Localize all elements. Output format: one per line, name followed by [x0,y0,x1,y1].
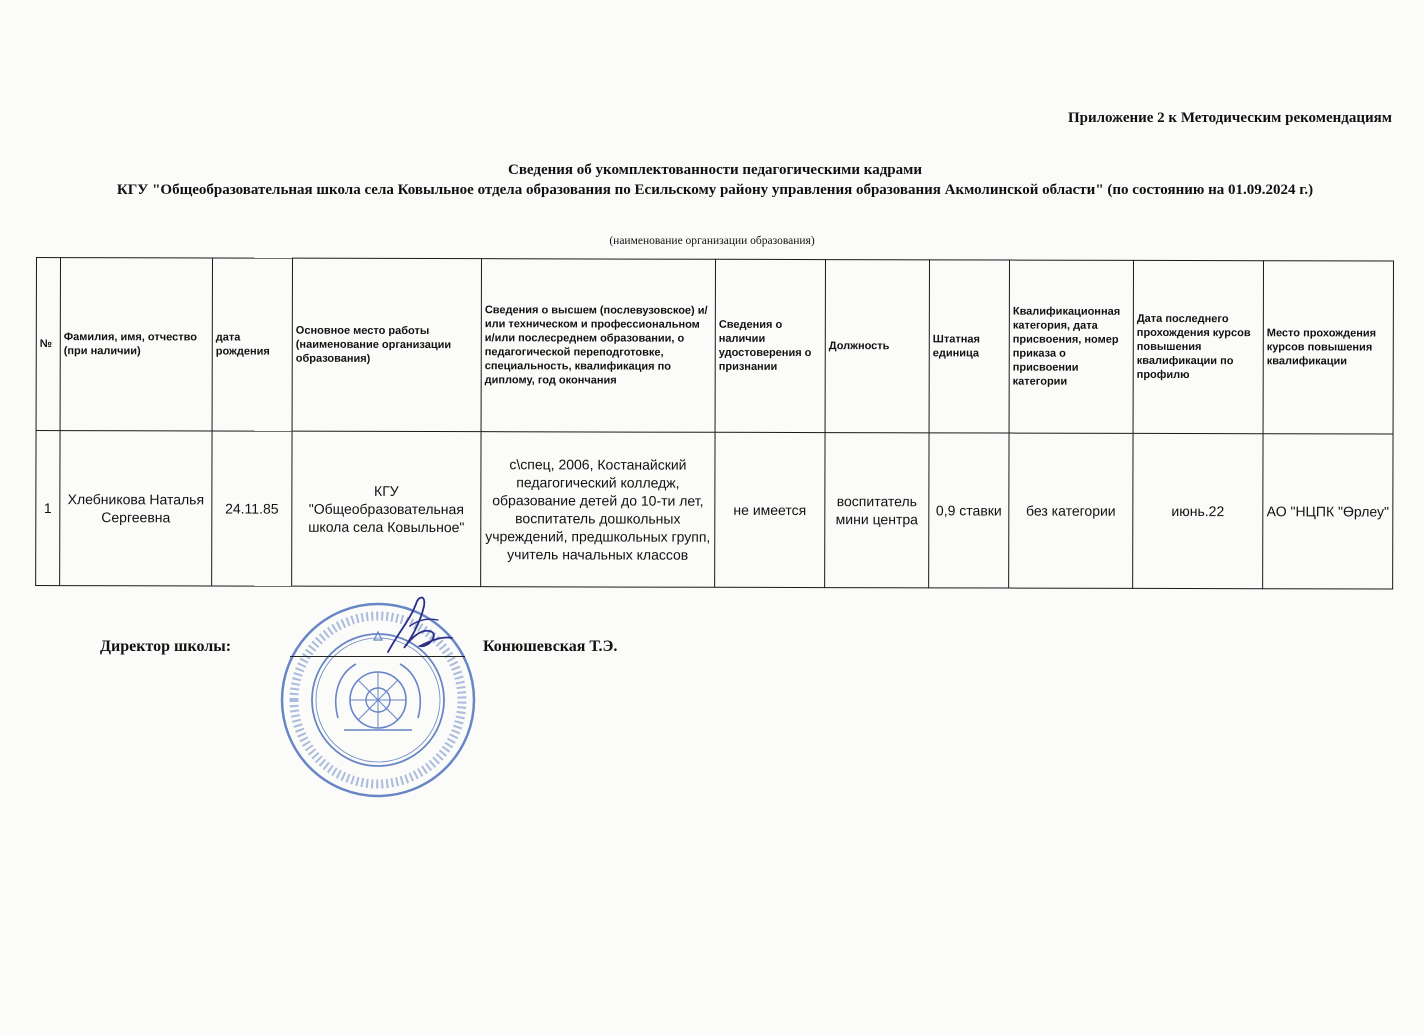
cell-num: 1 [36,431,60,586]
cell-recognition: не имеется [715,432,825,587]
title-line-2: КГУ "Общеобразовательная школа села Ковыльное отдела образования по Есильскому району управления образования Акмолинской области" (по состоянию на 01.09.2024 г.) [116,182,1314,198]
cell-position: воспитатель мини центра [825,433,929,588]
col-header-workplace: Основное место работы (наименование организации образования) [292,258,481,431]
cell-category: без категории [1009,433,1133,588]
col-header-birth: дата рождения [212,258,292,431]
col-header-num: № [36,258,60,431]
col-header-name: Фамилия, имя, отчество (при наличии) [60,258,212,431]
col-header-rate: Штатная единица [929,260,1009,433]
director-label: Директор школы: [100,638,232,655]
annex-label: Приложение 2 к Методическим рекомендациям [1067,110,1392,126]
col-header-recognition: Сведения о наличии удостоверения о признании [715,259,825,432]
cell-course-date: июнь.22 [1133,433,1263,588]
title-line-1: Сведения об укомплектованности педагогическими кадрами [507,162,923,178]
cell-rate: 0,9 ставки [929,433,1009,588]
col-header-course-date: Дата последнего прохождения курсов повышения квалификации по профилю [1133,260,1263,433]
table-header-row [36,258,1393,435]
director-name: Конюшевская Т.Э. [483,638,618,655]
table-row [36,431,1393,590]
staff-table [35,257,1394,590]
col-header-category: Квалификационная категория, дата присвоения, номер приказа о присвоении категории [1009,260,1133,433]
cell-workplace: КГУ "Общеобразовательная школа села Ковыльное" [292,431,481,586]
document-title [40,160,1390,200]
cell-course-place: АО "НЦПК "Өрлеу" [1263,434,1393,589]
cell-name: Хлебникова Наталья Сергеевна [60,431,212,586]
col-header-course-place: Место прохождения курсов повышения квалификации [1263,261,1393,434]
handwritten-signature-icon [380,590,460,665]
col-header-education: Сведения о высшем (послевузовское) и/или техническом и профессиональном и/или послесреднем образовании, о педагогической переподготовке, специальность, квалификация по диплому, год окончания [481,259,715,433]
col-header-position: Должность [825,260,929,433]
cell-birth: 24.11.85 [212,431,292,586]
cell-education: с\спец, 2006, Костанайский педагогический колледж, образование детей до 10-ти лет, воспитатель дошкольных учреждений, предшкольных групп, учитель начальных классов [481,432,715,588]
organization-note: (наименование организации образования) [609,235,815,247]
